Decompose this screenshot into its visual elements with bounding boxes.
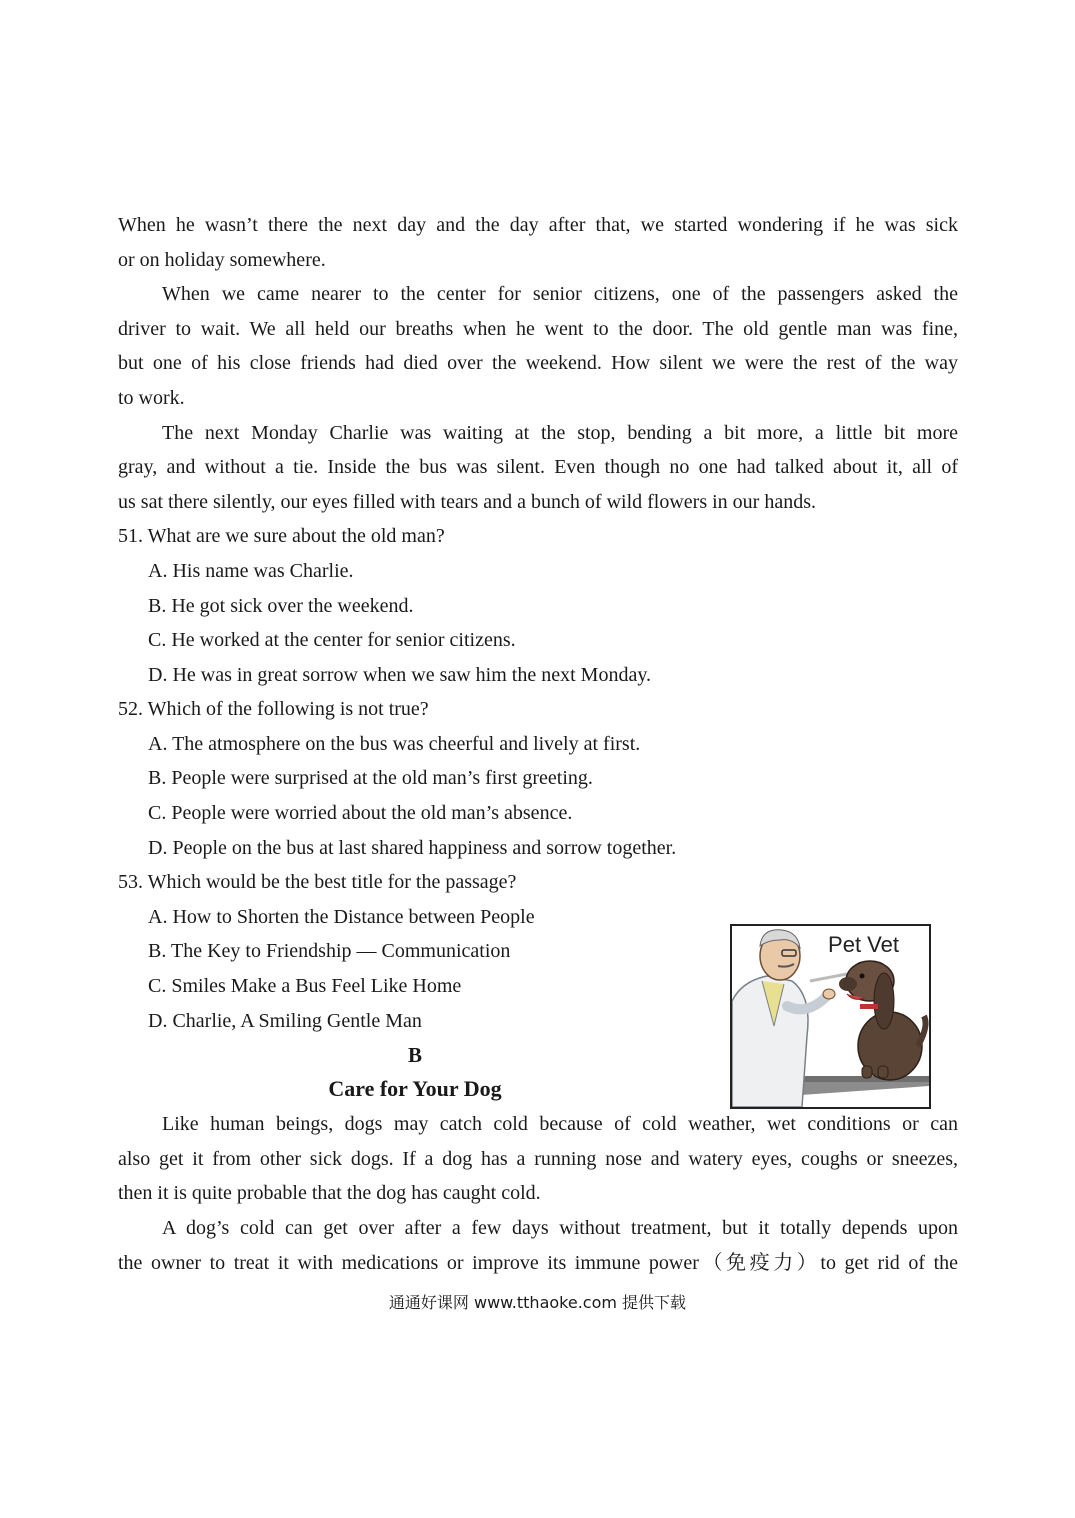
- section-title-text: Care for Your Dog: [328, 1076, 502, 1101]
- answer-option: B. The Key to Friendship — Communication: [148, 940, 511, 962]
- passage-line: When we came nearer to the center for senior citizens, one of the passengers asked the: [162, 283, 958, 305]
- answer-option: D. People on the bus at last shared happiness and sorrow together.: [148, 837, 677, 859]
- answer-option: B. He got sick over the weekend.: [148, 595, 414, 617]
- answer-option: D. Charlie, A Smiling Gentle Man: [148, 1010, 422, 1032]
- answer-option: C. People were worried about the old man’s absence.: [148, 802, 573, 824]
- answer-option: C. He worked at the center for senior citizens.: [148, 629, 516, 651]
- passage-line: gray, and without a tie. Inside the bus was silent. Even though no one had talked about it, all of: [118, 456, 958, 478]
- section-title: [118, 1077, 712, 1102]
- answer-option: A. How to Shorten the Distance between People: [148, 906, 535, 928]
- section-letter-text: B: [407, 1043, 422, 1067]
- passage-line: us sat there silently, our eyes filled with tears and a bunch of wild flowers in our hands.: [118, 491, 816, 513]
- pet-vet-label: Pet Vet: [828, 932, 899, 957]
- passage-line: to work.: [118, 387, 185, 409]
- answer-option: B. People were surprised at the old man’s first greeting.: [148, 767, 593, 789]
- passage-line: the owner to treat it with medications or improve its immune power（免疫力）to get rid of the: [118, 1252, 958, 1274]
- answer-option: C. Smiles Make a Bus Feel Like Home: [148, 975, 462, 997]
- passage-line: The next Monday Charlie was waiting at the stop, bending a bit more, a little bit more: [162, 422, 958, 444]
- passage-line: but one of his close friends had died over the weekend. How silent we were the rest of the way: [118, 352, 958, 374]
- passage-line: also get it from other sick dogs. If a dog has a running nose and watery eyes, coughs or sneezes,: [118, 1148, 958, 1170]
- passage-line: or on holiday somewhere.: [118, 249, 326, 271]
- answer-option: A. His name was Charlie.: [148, 560, 354, 582]
- passage-line: driver to wait. We all held our breaths when he went to the door. The old gentle man was fine,: [118, 318, 958, 340]
- question-stem: 51. What are we sure about the old man?: [118, 525, 445, 547]
- passage-line: A dog’s cold can get over after a few days without treatment, but it totally depends upon: [162, 1217, 958, 1239]
- passage-line: then it is quite probable that the dog has caught cold.: [118, 1182, 541, 1204]
- pet-vet-illustration: [730, 924, 931, 1109]
- page-footer: 通通好课网 www.tthaoke.com 提供下载: [388, 1293, 687, 1312]
- passage-line: When he wasn’t there the next day and the day after that, we started wondering if he was sick: [118, 214, 958, 236]
- question-stem: 52. Which of the following is not true?: [118, 698, 429, 720]
- question-stem: 53. Which would be the best title for the passage?: [118, 871, 517, 893]
- passage-line: Like human beings, dogs may catch cold because of cold weather, wet conditions or can: [162, 1113, 958, 1135]
- answer-option: A. The atmosphere on the bus was cheerful and lively at first.: [148, 733, 641, 755]
- section-letter: [118, 1043, 712, 1068]
- answer-option: D. He was in great sorrow when we saw him the next Monday.: [148, 664, 652, 686]
